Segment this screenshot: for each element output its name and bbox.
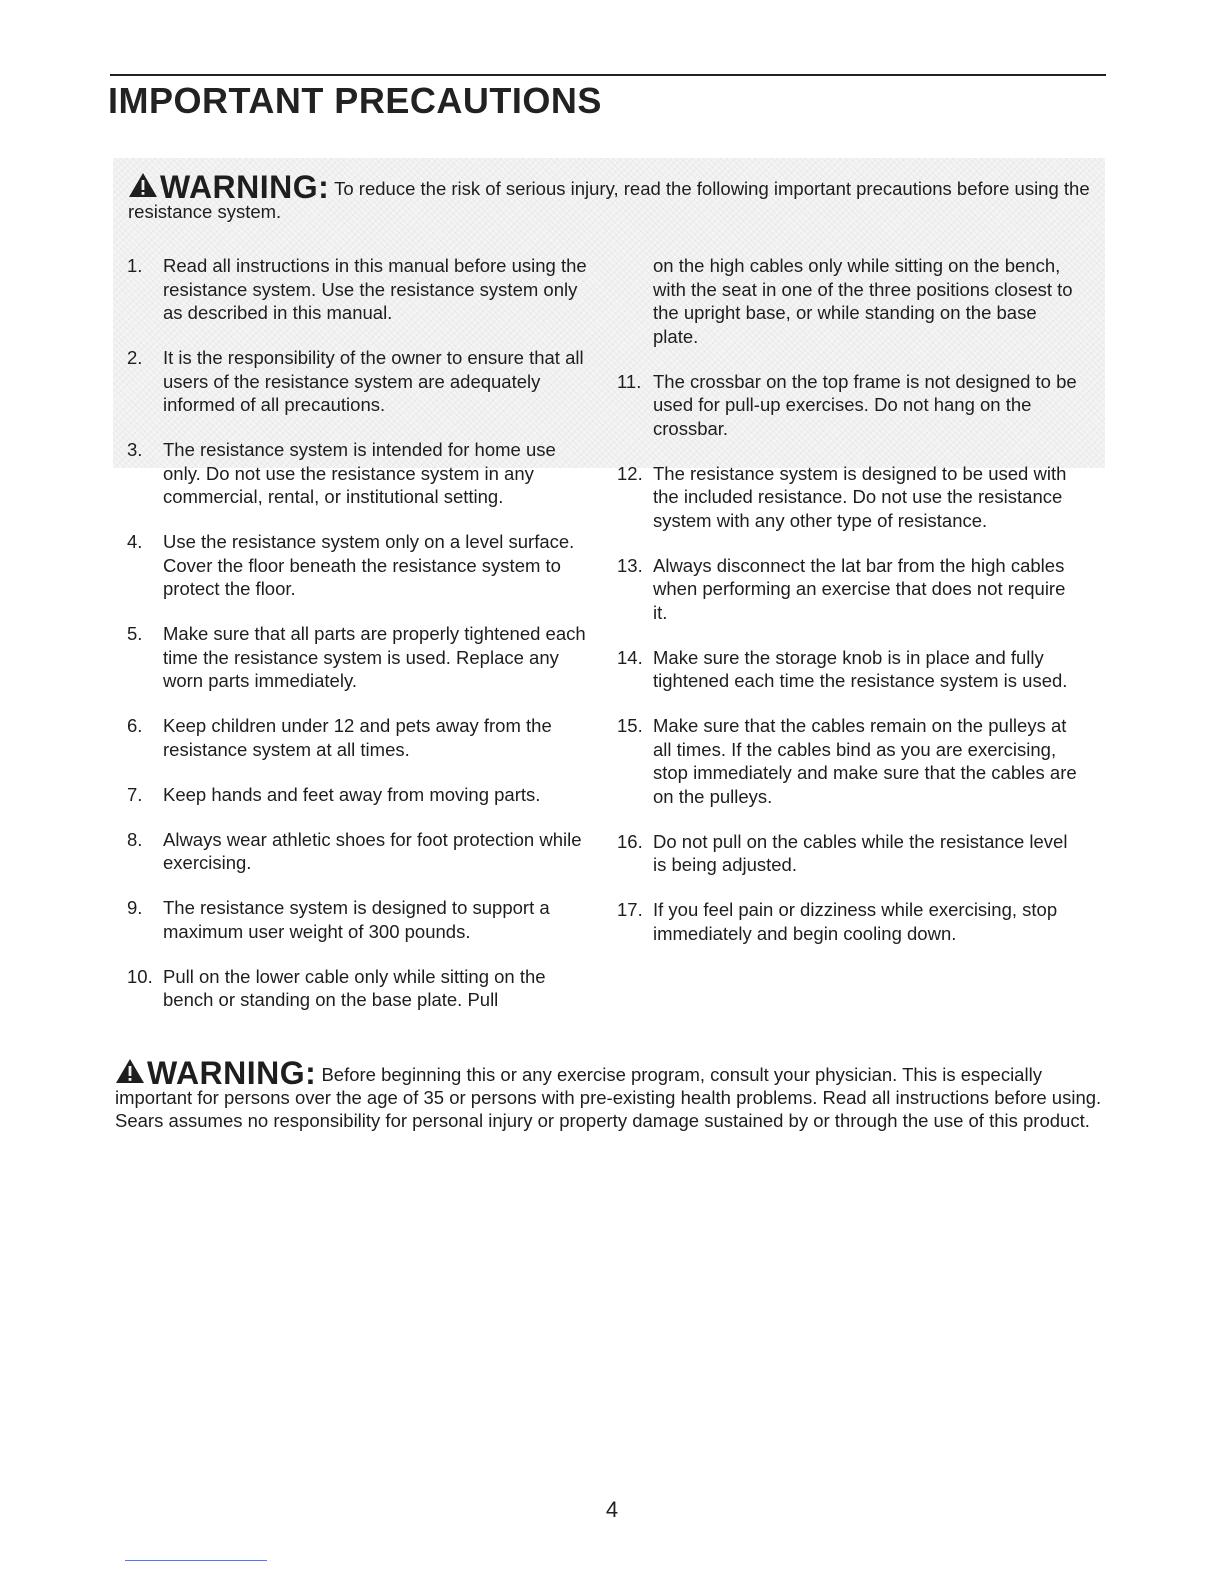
- item-number: 5.: [127, 623, 143, 644]
- warning-disclaimer: [115, 1055, 1105, 1132]
- item-text: The crossbar on the top frame is not designed to be used for pull-up exercises. Do not hang on the crossbar.: [653, 370, 1077, 439]
- list-item: [127, 714, 597, 761]
- item-number: 7.: [127, 783, 143, 805]
- item-number: 6.: [127, 715, 143, 736]
- item-text: Make sure that all parts are properly tightened each time the resistance system is used. Replace any worn parts immediately.: [163, 623, 586, 691]
- item-number: 10.: [127, 965, 153, 987]
- item-number: 9.: [127, 897, 143, 918]
- item-text: Keep children under 12 and pets away from the resistance system at all times.: [163, 715, 552, 760]
- item-number: 2.: [127, 347, 143, 368]
- warning-heading: WARNING:: [147, 1055, 317, 1091]
- footer-rule: [125, 1560, 267, 1561]
- item-text: The resistance system is intended for home use only. Do not use the resistance system in any commercial, rental, or institutional setting.: [163, 439, 556, 507]
- header-rule: [110, 74, 1106, 76]
- warning-triangle-icon: [128, 172, 158, 198]
- item-text: Keep hands and feet away from moving parts.: [163, 783, 541, 805]
- item-number: 15.: [617, 715, 643, 736]
- item-text: Always wear athletic shoes for foot protection while exercising.: [163, 828, 582, 873]
- item-number: 1.: [127, 255, 143, 276]
- item-text: Make sure the storage knob is in place and fully tightened each time the resistance system is used.: [653, 646, 1068, 691]
- item-text: The resistance system is designed to support a maximum user weight of 300 pounds.: [163, 897, 550, 942]
- item-text: Use the resistance system only on a level surface. Cover the floor beneath the resistance system to protect the floor.: [163, 531, 575, 599]
- page-number: 4: [605, 1497, 619, 1522]
- item-text: If you feel pain or dizziness while exercising, stop immediately and begin cooling down.: [653, 899, 1058, 944]
- warning-triangle-icon: [115, 1058, 145, 1084]
- list-item: [127, 965, 597, 1012]
- item-text: Do not pull on the cables while the resistance level is being adjusted.: [653, 830, 1068, 875]
- item-number: 17.: [617, 899, 643, 920]
- list-item: [127, 896, 597, 943]
- item-text: It is the responsibility of the owner to ensure that all users of the resistance system are adequately informed of all precautions.: [163, 347, 584, 415]
- list-item: [617, 370, 1079, 441]
- warning-disclaimer-text: Before beginning this or any exercise program, consult your physician. This is especially important for persons over the age of 35 or persons with pre-existing health problems. Read all instructions before using. Sears assumes no responsibility for personal injury or property damage sustained by or through the use of this product.: [115, 1064, 1102, 1131]
- item-number: 3.: [127, 439, 143, 460]
- item-number: 16.: [617, 830, 643, 852]
- list-item: [617, 714, 1079, 808]
- list-item: [127, 254, 597, 325]
- item-number: 12.: [617, 462, 643, 484]
- list-item: [127, 783, 597, 807]
- item-number: 14.: [617, 646, 643, 668]
- item-number: 4.: [127, 531, 143, 552]
- item-text: The resistance system is designed to be used with the included resistance. Do not use the resistance system with any other type of resistance.: [653, 462, 1067, 531]
- item-text: Make sure that the cables remain on the pulleys at all times. If the cables bind as you are exercising, stop immediately and make sure that the cables are on the pulleys.: [653, 715, 1077, 807]
- warning-intro: [128, 169, 1098, 223]
- list-item: [617, 646, 1079, 693]
- list-item: [127, 622, 597, 693]
- warning-heading: WARNING:: [160, 169, 330, 205]
- item-number: 11.: [617, 370, 642, 392]
- warning-intro-text: To reduce the risk of serious injury, read the following important precautions before using the resistance system.: [128, 178, 1090, 222]
- list-item: [127, 438, 597, 509]
- item-text: Read all instructions in this manual before using the resistance system. Use the resistance system only as described in this manual.: [163, 255, 587, 323]
- list-item: [127, 346, 597, 417]
- list-item: [617, 554, 1079, 625]
- item-number: 8.: [127, 828, 143, 850]
- item-number: 13.: [617, 554, 643, 576]
- precautions-column-left: [127, 254, 597, 1033]
- list-item: [127, 530, 597, 601]
- list-item: [617, 830, 1079, 877]
- precautions-column-right: [617, 254, 1079, 967]
- list-item: [617, 898, 1079, 945]
- item-text-continued: on the high cables only while sitting on the bench, with the seat in one of the three positions closest to the upright base, or while standing on the base plate.: [653, 255, 1073, 347]
- item-text: Pull on the lower cable only while sitting on the bench or standing on the base plate. Pull: [163, 965, 546, 1010]
- list-item: [127, 828, 597, 875]
- page-title: IMPORTANT PRECAUTIONS: [108, 80, 602, 121]
- list-item: [617, 462, 1079, 533]
- item-text: Always disconnect the lat bar from the high cables when performing an exercise that does not require it.: [653, 554, 1066, 623]
